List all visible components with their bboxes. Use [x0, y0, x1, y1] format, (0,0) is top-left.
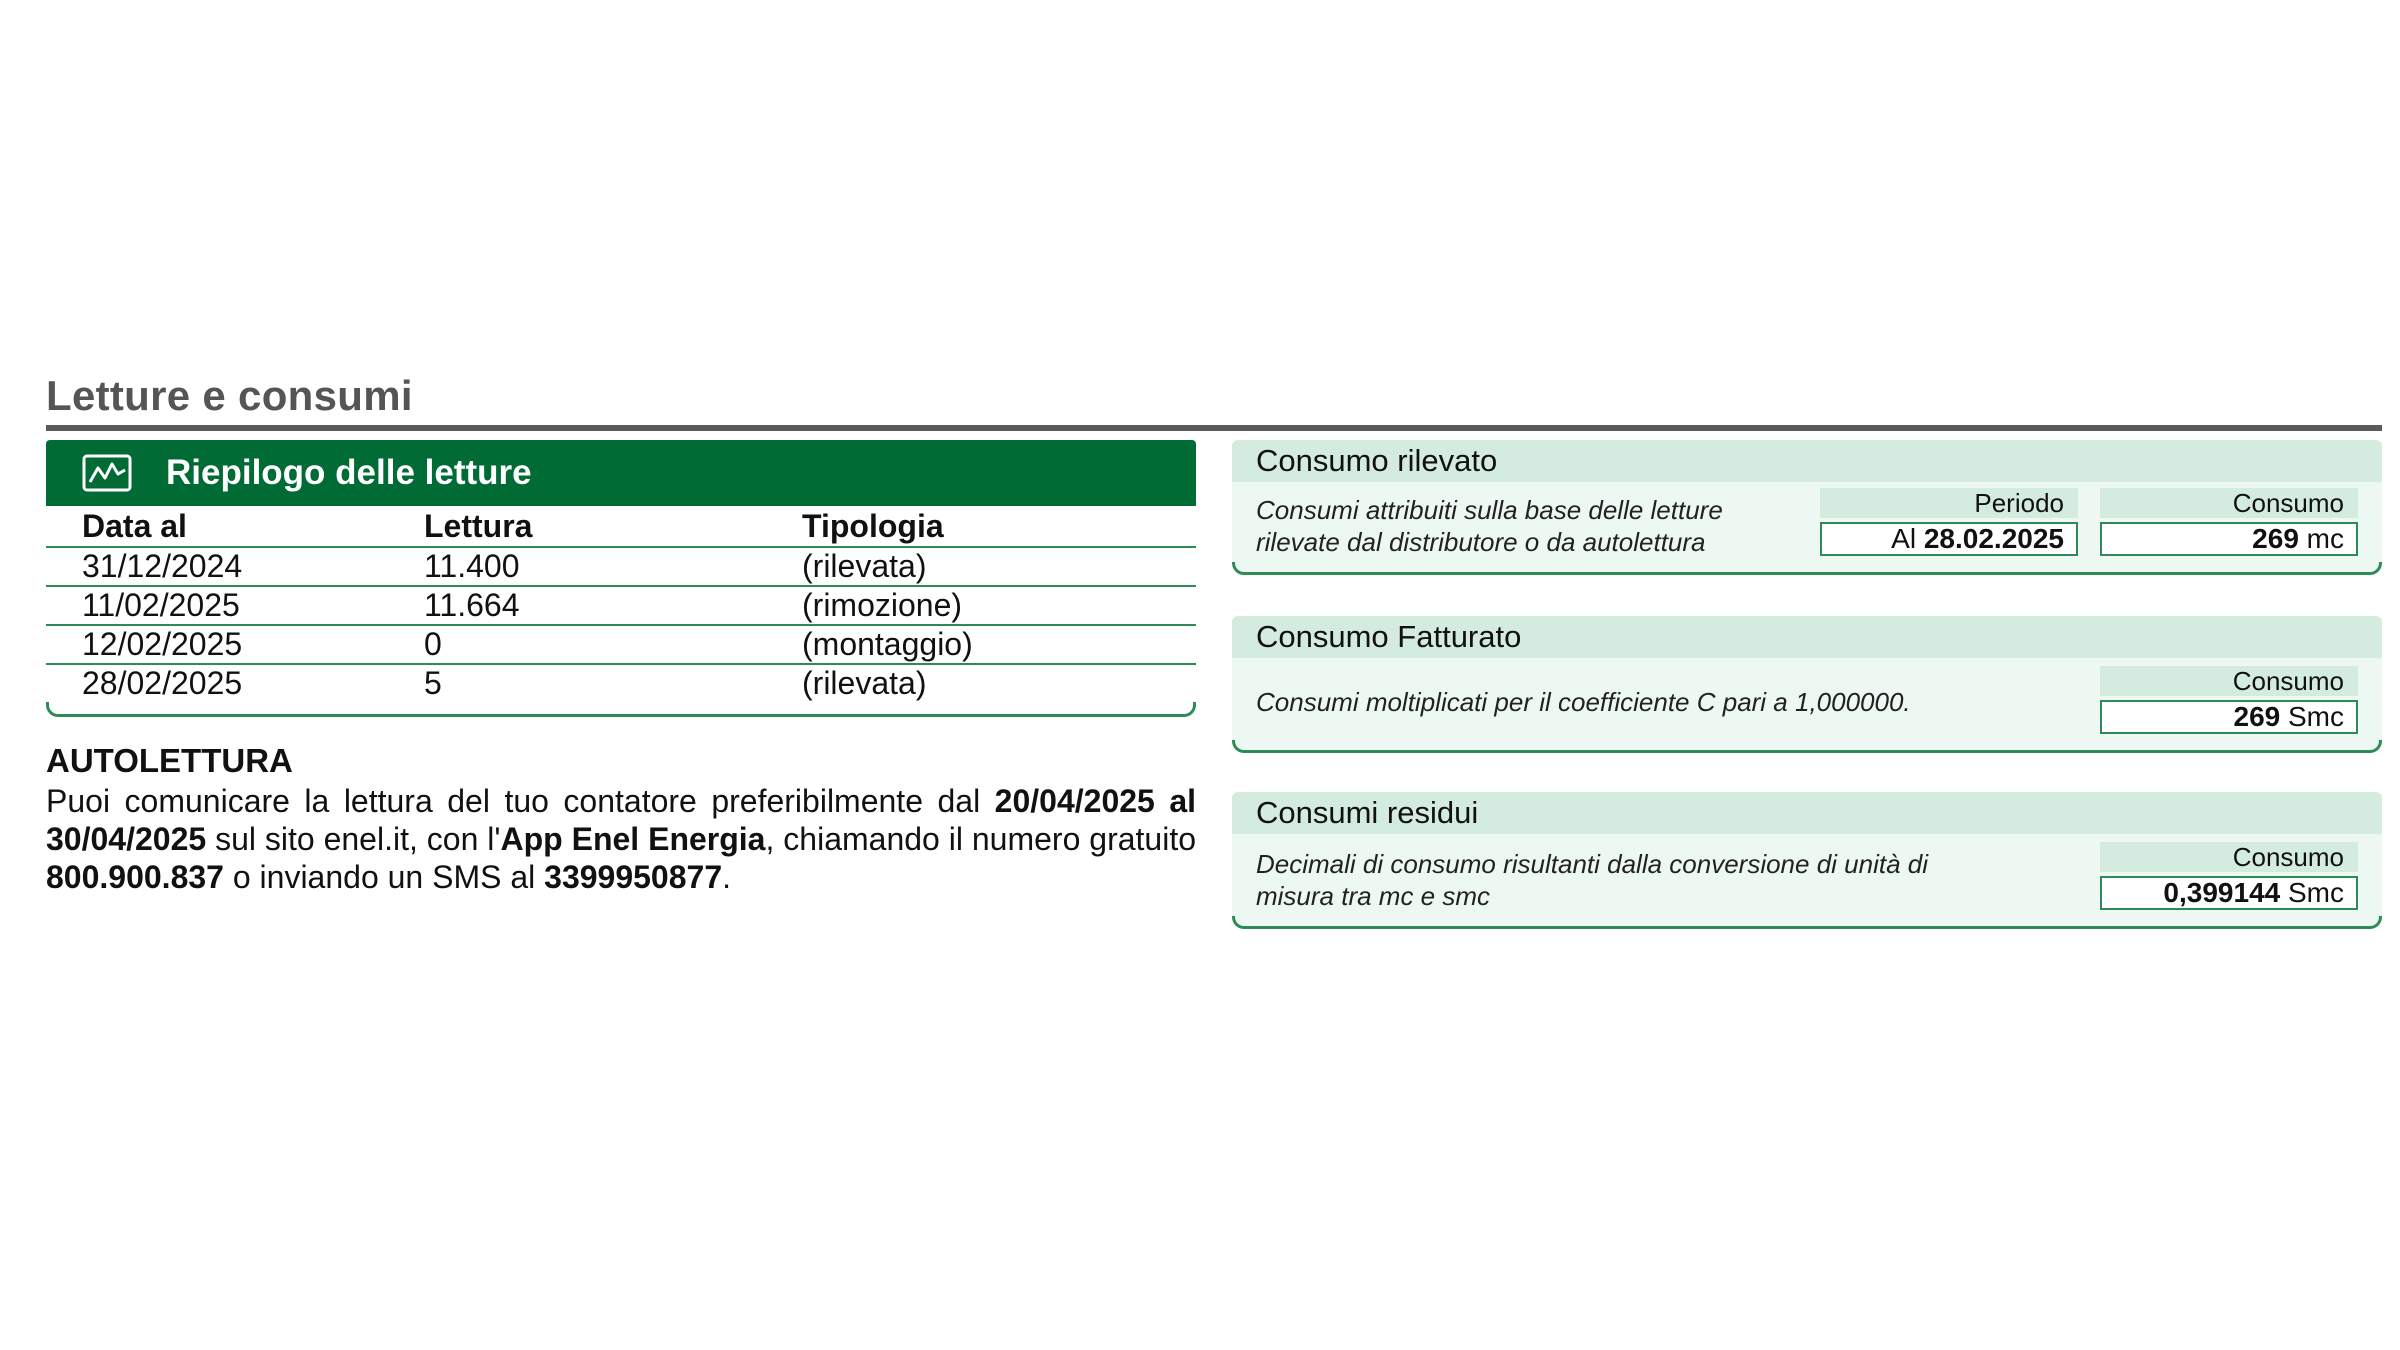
self-reading-text-5: .: [722, 859, 731, 895]
consumption-number: 269: [2252, 523, 2299, 554]
reading-date: 12/02/2025: [46, 625, 424, 664]
self-reading-app-name: App Enel Energia: [500, 821, 766, 857]
reading-date: 28/02/2025: [82, 665, 243, 701]
self-reading-text-3: , chiamando il numero gratuito: [765, 821, 1197, 857]
reading-value: 11.664: [424, 586, 802, 625]
residual-consumption-title: Consumi residui: [1256, 795, 1479, 830]
self-reading-text-al: al: [1154, 783, 1197, 819]
self-reading-text-2: sul sito enel.it, con l': [206, 821, 501, 857]
self-reading-date-to: 30/04/2025: [46, 821, 207, 857]
measured-consumption-title: Consumo rilevato: [1256, 443, 1498, 478]
billed-consumption-body: [1232, 658, 2382, 740]
consumption-unit: mc: [2306, 523, 2344, 554]
reading-type: (rilevata): [802, 665, 927, 701]
readings-table: [46, 506, 1196, 702]
table-row: [46, 625, 1196, 664]
self-reading-text: [46, 782, 1196, 896]
section-title: Letture e consumi: [46, 372, 413, 419]
billed-consumption-panel: [1232, 616, 2382, 753]
billed-consumption-description: Consumi moltiplicati per il coefficiente C pari a 1,000000.: [1256, 687, 1911, 717]
residual-consumption-body: [1232, 834, 2382, 916]
table-header-row: [46, 506, 1196, 547]
table-row: [46, 664, 1196, 702]
period-label: Periodo: [1820, 488, 2078, 518]
measured-consumption-desc-line-1: Consumi attribuiti sulla base delle letture: [1256, 495, 1723, 525]
measured-consumption-body: [1232, 482, 2382, 562]
self-reading-info: [46, 742, 1196, 896]
self-reading-date-from: 20/04/2025: [994, 783, 1155, 819]
reading-type: (rimozione): [802, 586, 1196, 625]
residual-consumption-description: [1256, 848, 1928, 912]
column-header-type: Tipologia: [802, 506, 1196, 547]
reading-date: 31/12/2024: [46, 547, 424, 586]
consumption-value: [2100, 522, 2358, 556]
reading-type: (rilevata): [802, 547, 1196, 586]
measured-consumption-border: [1232, 562, 2382, 575]
self-reading-text-4: o inviando un SMS al: [223, 859, 545, 895]
readings-summary: [46, 440, 1196, 717]
consumption-value: [2100, 700, 2358, 734]
billed-consumption-title: Consumo Fatturato: [1256, 619, 1522, 654]
readings-summary-header: [46, 440, 1196, 506]
consumption-number: 0,399144: [2163, 877, 2281, 908]
self-reading-title: AUTOLETTURA: [46, 742, 293, 779]
residual-consumption-panel: [1232, 792, 2382, 929]
reading-type: (montaggio): [802, 625, 1196, 664]
measured-consumption-description: [1256, 494, 1723, 558]
measured-consumption-desc-line-2: rilevate dal distributore o da autolettura: [1256, 527, 1706, 557]
consumption-unit: Smc: [2288, 877, 2344, 908]
table-row: [46, 547, 1196, 586]
measured-consumption-header: [1232, 440, 2382, 482]
billed-consumption-border: [1232, 740, 2382, 753]
period-value: [1820, 522, 2078, 556]
consumption-label: Consumo: [2100, 842, 2358, 872]
billed-consumption-header: [1232, 616, 2382, 658]
consumption-label: Consumo: [2100, 488, 2358, 518]
column-header-reading: Lettura: [424, 506, 802, 547]
reading-date: 11/02/2025: [46, 586, 424, 625]
consumption-label: Consumo: [2100, 666, 2358, 696]
chart-line-icon: [82, 454, 132, 492]
self-reading-phone: 800.900.837: [46, 859, 224, 895]
self-reading-sms-number: 3399950877: [544, 859, 723, 895]
consumption-value: [2100, 876, 2358, 910]
column-header-date: Data al: [46, 506, 424, 547]
reading-value: 5: [424, 665, 442, 701]
table-row: [46, 586, 1196, 625]
reading-value: 0: [424, 625, 802, 664]
reading-value: 11.400: [424, 547, 802, 586]
measured-consumption-panel: [1232, 440, 2382, 575]
period-date: 28.02.2025: [1923, 523, 2064, 554]
period-prefix: Al: [1891, 523, 1917, 554]
residual-consumption-border: [1232, 916, 2382, 929]
consumption-unit: Smc: [2288, 701, 2344, 732]
residual-consumption-desc-line-2: misura tra mc e smc: [1256, 881, 1491, 911]
readings-summary-title: Riepilogo delle letture: [166, 453, 532, 492]
section-divider: [46, 425, 2382, 431]
consumption-number: 269: [2233, 701, 2281, 732]
residual-consumption-header: [1232, 792, 2382, 834]
self-reading-text-1: Puoi comunicare la lettura del tuo contatore preferibilmente dal: [46, 783, 995, 819]
readings-summary-border: [46, 702, 1196, 717]
residual-consumption-desc-line-1: Decimali di consumo risultanti dalla conversione di unità di: [1256, 849, 1929, 879]
